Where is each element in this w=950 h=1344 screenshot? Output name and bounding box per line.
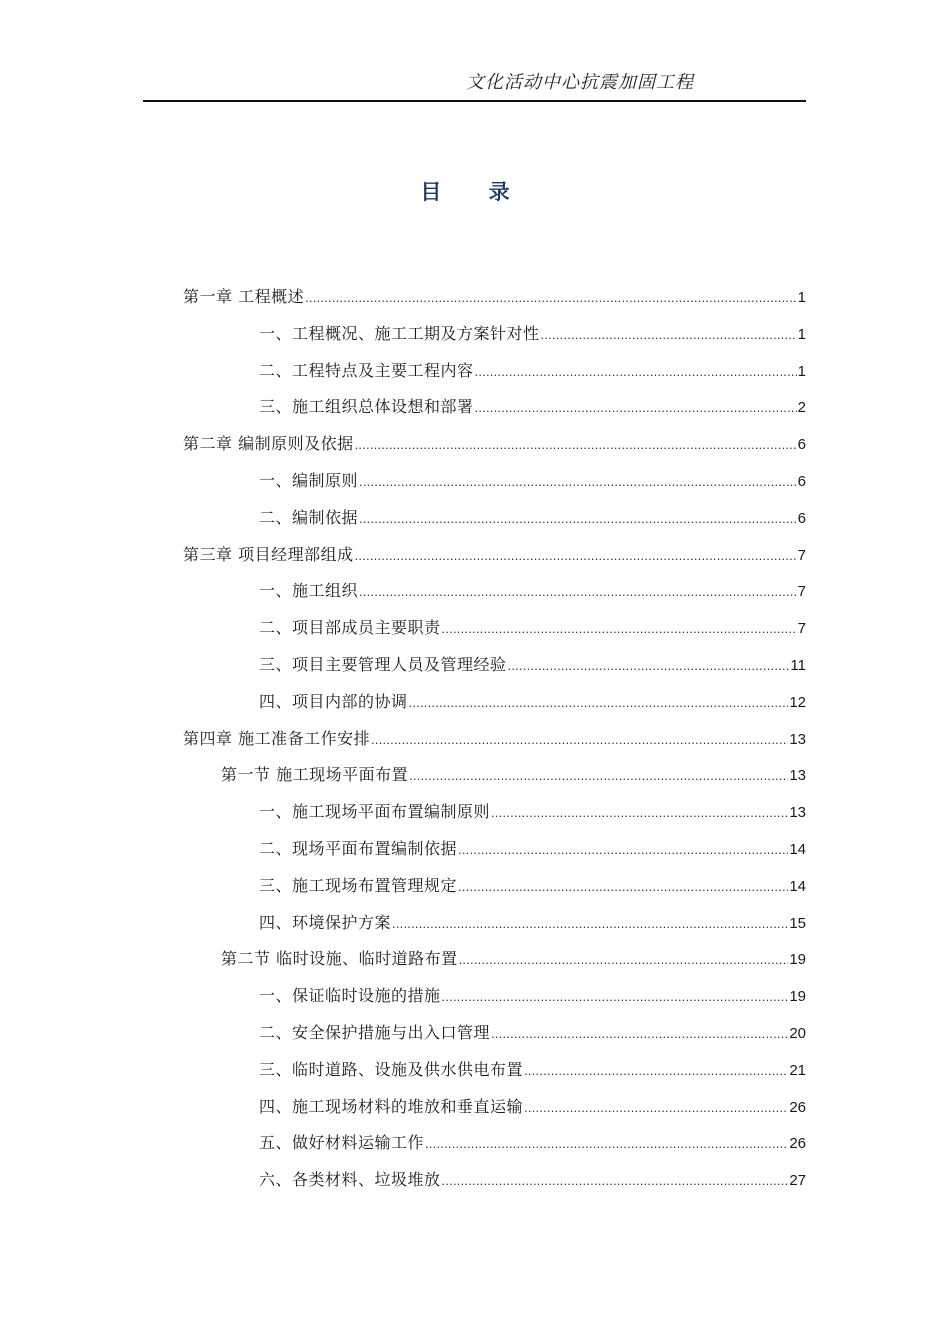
toc-entry-label: 四、项目内部的协调 xyxy=(259,692,408,711)
toc-entry[interactable] xyxy=(259,1089,806,1125)
toc-entry-label: 五、做好材料运输工作 xyxy=(259,1133,425,1152)
toc-leader-dots xyxy=(355,538,797,574)
toc-leader-dots xyxy=(371,722,788,758)
toc-entry-page: 26 xyxy=(789,1135,806,1152)
toc-entry-page: 7 xyxy=(797,583,806,600)
toc-entry[interactable] xyxy=(183,537,806,573)
toc-entry-label: 第一章 工程概述 xyxy=(183,287,305,306)
toc-entry-page: 1 xyxy=(797,363,806,380)
toc-entry-page: 13 xyxy=(789,804,806,821)
toc-entry-label: 一、保证临时设施的措施 xyxy=(259,986,441,1005)
toc-entry[interactable] xyxy=(259,647,806,683)
toc-leader-dots xyxy=(508,648,790,684)
toc-entry[interactable] xyxy=(183,721,806,757)
toc-entry-page: 15 xyxy=(789,915,806,932)
toc-leader-dots xyxy=(475,390,797,426)
toc-entry-label: 一、编制原则 xyxy=(259,471,359,490)
toc-entry-page: 6 xyxy=(797,436,806,453)
toc-entry-page: 20 xyxy=(789,1025,806,1042)
toc-entry-label: 三、施工组织总体设想和部署 xyxy=(259,397,474,416)
toc-title: 目 录 xyxy=(420,179,530,204)
toc-leader-dots xyxy=(392,906,788,942)
toc-entry-page: 6 xyxy=(797,510,806,527)
toc-entry-label: 三、施工现场布置管理规定 xyxy=(259,876,458,895)
toc-entry-label: 第四章 施工准备工作安排 xyxy=(183,729,371,748)
toc-entry[interactable] xyxy=(259,684,806,720)
toc-leader-dots xyxy=(458,869,788,905)
toc-leader-dots xyxy=(359,501,797,537)
toc-entry-label: 第三章 项目经理部组成 xyxy=(183,545,354,564)
toc-entry-page: 12 xyxy=(789,694,806,711)
toc-entry-page: 6 xyxy=(797,473,806,490)
toc-leader-dots xyxy=(491,795,788,831)
toc-entry-label: 一、施工组织 xyxy=(259,581,359,600)
toc-entry-page: 19 xyxy=(789,951,806,968)
toc-entry-label: 四、环境保护方案 xyxy=(259,913,392,932)
toc-entry-label: 第二章 编制原则及依据 xyxy=(183,434,354,453)
toc-entry-page: 13 xyxy=(789,731,806,748)
toc-leader-dots xyxy=(442,611,797,647)
toc-leader-dots xyxy=(459,942,789,978)
toc-entry-label: 一、施工现场平面布置编制原则 xyxy=(259,802,491,821)
toc-leader-dots xyxy=(491,1016,788,1052)
toc-entry-label: 第一节 施工现场平面布置 xyxy=(221,765,409,784)
toc-entry[interactable] xyxy=(259,1015,806,1051)
toc-leader-dots xyxy=(359,574,797,610)
toc-entry-page: 27 xyxy=(789,1172,806,1189)
toc-leader-dots xyxy=(442,979,789,1015)
toc-entry-page: 14 xyxy=(789,841,806,858)
toc-entry-label: 六、各类材料、垃圾堆放 xyxy=(259,1170,441,1189)
toc-entry-page: 13 xyxy=(789,767,806,784)
toc-entry-label: 四、施工现场材料的堆放和垂直运输 xyxy=(259,1097,524,1116)
toc-entry-page: 1 xyxy=(797,326,806,343)
toc-leader-dots xyxy=(458,832,788,868)
toc-entry-label: 一、工程概况、施工工期及方案针对性 xyxy=(259,324,540,343)
header-title: 文化活动中心抗震加固工程 xyxy=(466,72,694,93)
toc-leader-dots xyxy=(524,1053,788,1089)
toc-entry-label: 二、项目部成员主要职责 xyxy=(259,618,441,637)
toc-entry-label: 第二节 临时设施、临时道路布置 xyxy=(221,949,458,968)
toc-entry[interactable] xyxy=(259,868,806,904)
toc-leader-dots xyxy=(359,464,797,500)
toc-entry[interactable] xyxy=(259,1125,806,1161)
toc-leader-dots xyxy=(524,1090,788,1126)
toc-leader-dots xyxy=(442,1163,789,1199)
toc-entry-page: 2 xyxy=(797,399,806,416)
toc-entry[interactable] xyxy=(259,794,806,830)
toc-entry[interactable] xyxy=(183,426,806,462)
toc-entry[interactable] xyxy=(259,831,806,867)
toc-leader-dots xyxy=(409,758,788,794)
toc-entry-label: 二、现场平面布置编制依据 xyxy=(259,839,458,858)
toc-entry[interactable] xyxy=(259,573,806,609)
toc-entry-label: 三、项目主要管理人员及管理经验 xyxy=(259,655,507,674)
toc-entry-label: 二、编制依据 xyxy=(259,508,359,527)
toc-entry-page: 21 xyxy=(789,1062,806,1079)
toc-entry[interactable] xyxy=(259,463,806,499)
toc-entry-page: 7 xyxy=(797,620,806,637)
toc-entry[interactable] xyxy=(259,1052,806,1088)
toc-entry[interactable] xyxy=(259,978,806,1014)
toc-entry[interactable] xyxy=(259,1162,806,1198)
toc-entry-label: 二、安全保护措施与出入口管理 xyxy=(259,1023,491,1042)
toc-entry[interactable] xyxy=(259,610,806,646)
toc-leader-dots xyxy=(305,280,797,316)
toc-entry-page: 7 xyxy=(797,547,806,564)
toc-leader-dots xyxy=(541,317,797,353)
toc-entry-page: 19 xyxy=(789,988,806,1005)
toc-entry[interactable] xyxy=(183,279,806,315)
page-header xyxy=(143,66,806,102)
toc-entry[interactable] xyxy=(259,500,806,536)
toc-entry-label: 二、工程特点及主要工程内容 xyxy=(259,361,474,380)
toc-leader-dots xyxy=(425,1126,788,1162)
toc-entry[interactable] xyxy=(221,941,806,977)
toc-leader-dots xyxy=(409,685,789,721)
toc-entry-page: 14 xyxy=(789,878,806,895)
toc-entry[interactable] xyxy=(259,316,806,352)
toc-entry[interactable] xyxy=(259,389,806,425)
toc-entry[interactable] xyxy=(221,757,806,793)
toc-leader-dots xyxy=(355,427,797,463)
toc-entry-page: 26 xyxy=(789,1099,806,1116)
toc-entry-page: 11 xyxy=(790,657,806,674)
toc-entry[interactable] xyxy=(259,905,806,941)
toc-entry-page: 1 xyxy=(797,289,806,306)
toc-leader-dots xyxy=(475,354,797,390)
toc-entry[interactable] xyxy=(259,353,806,389)
toc-entry-label: 三、临时道路、设施及供水供电布置 xyxy=(259,1060,524,1079)
